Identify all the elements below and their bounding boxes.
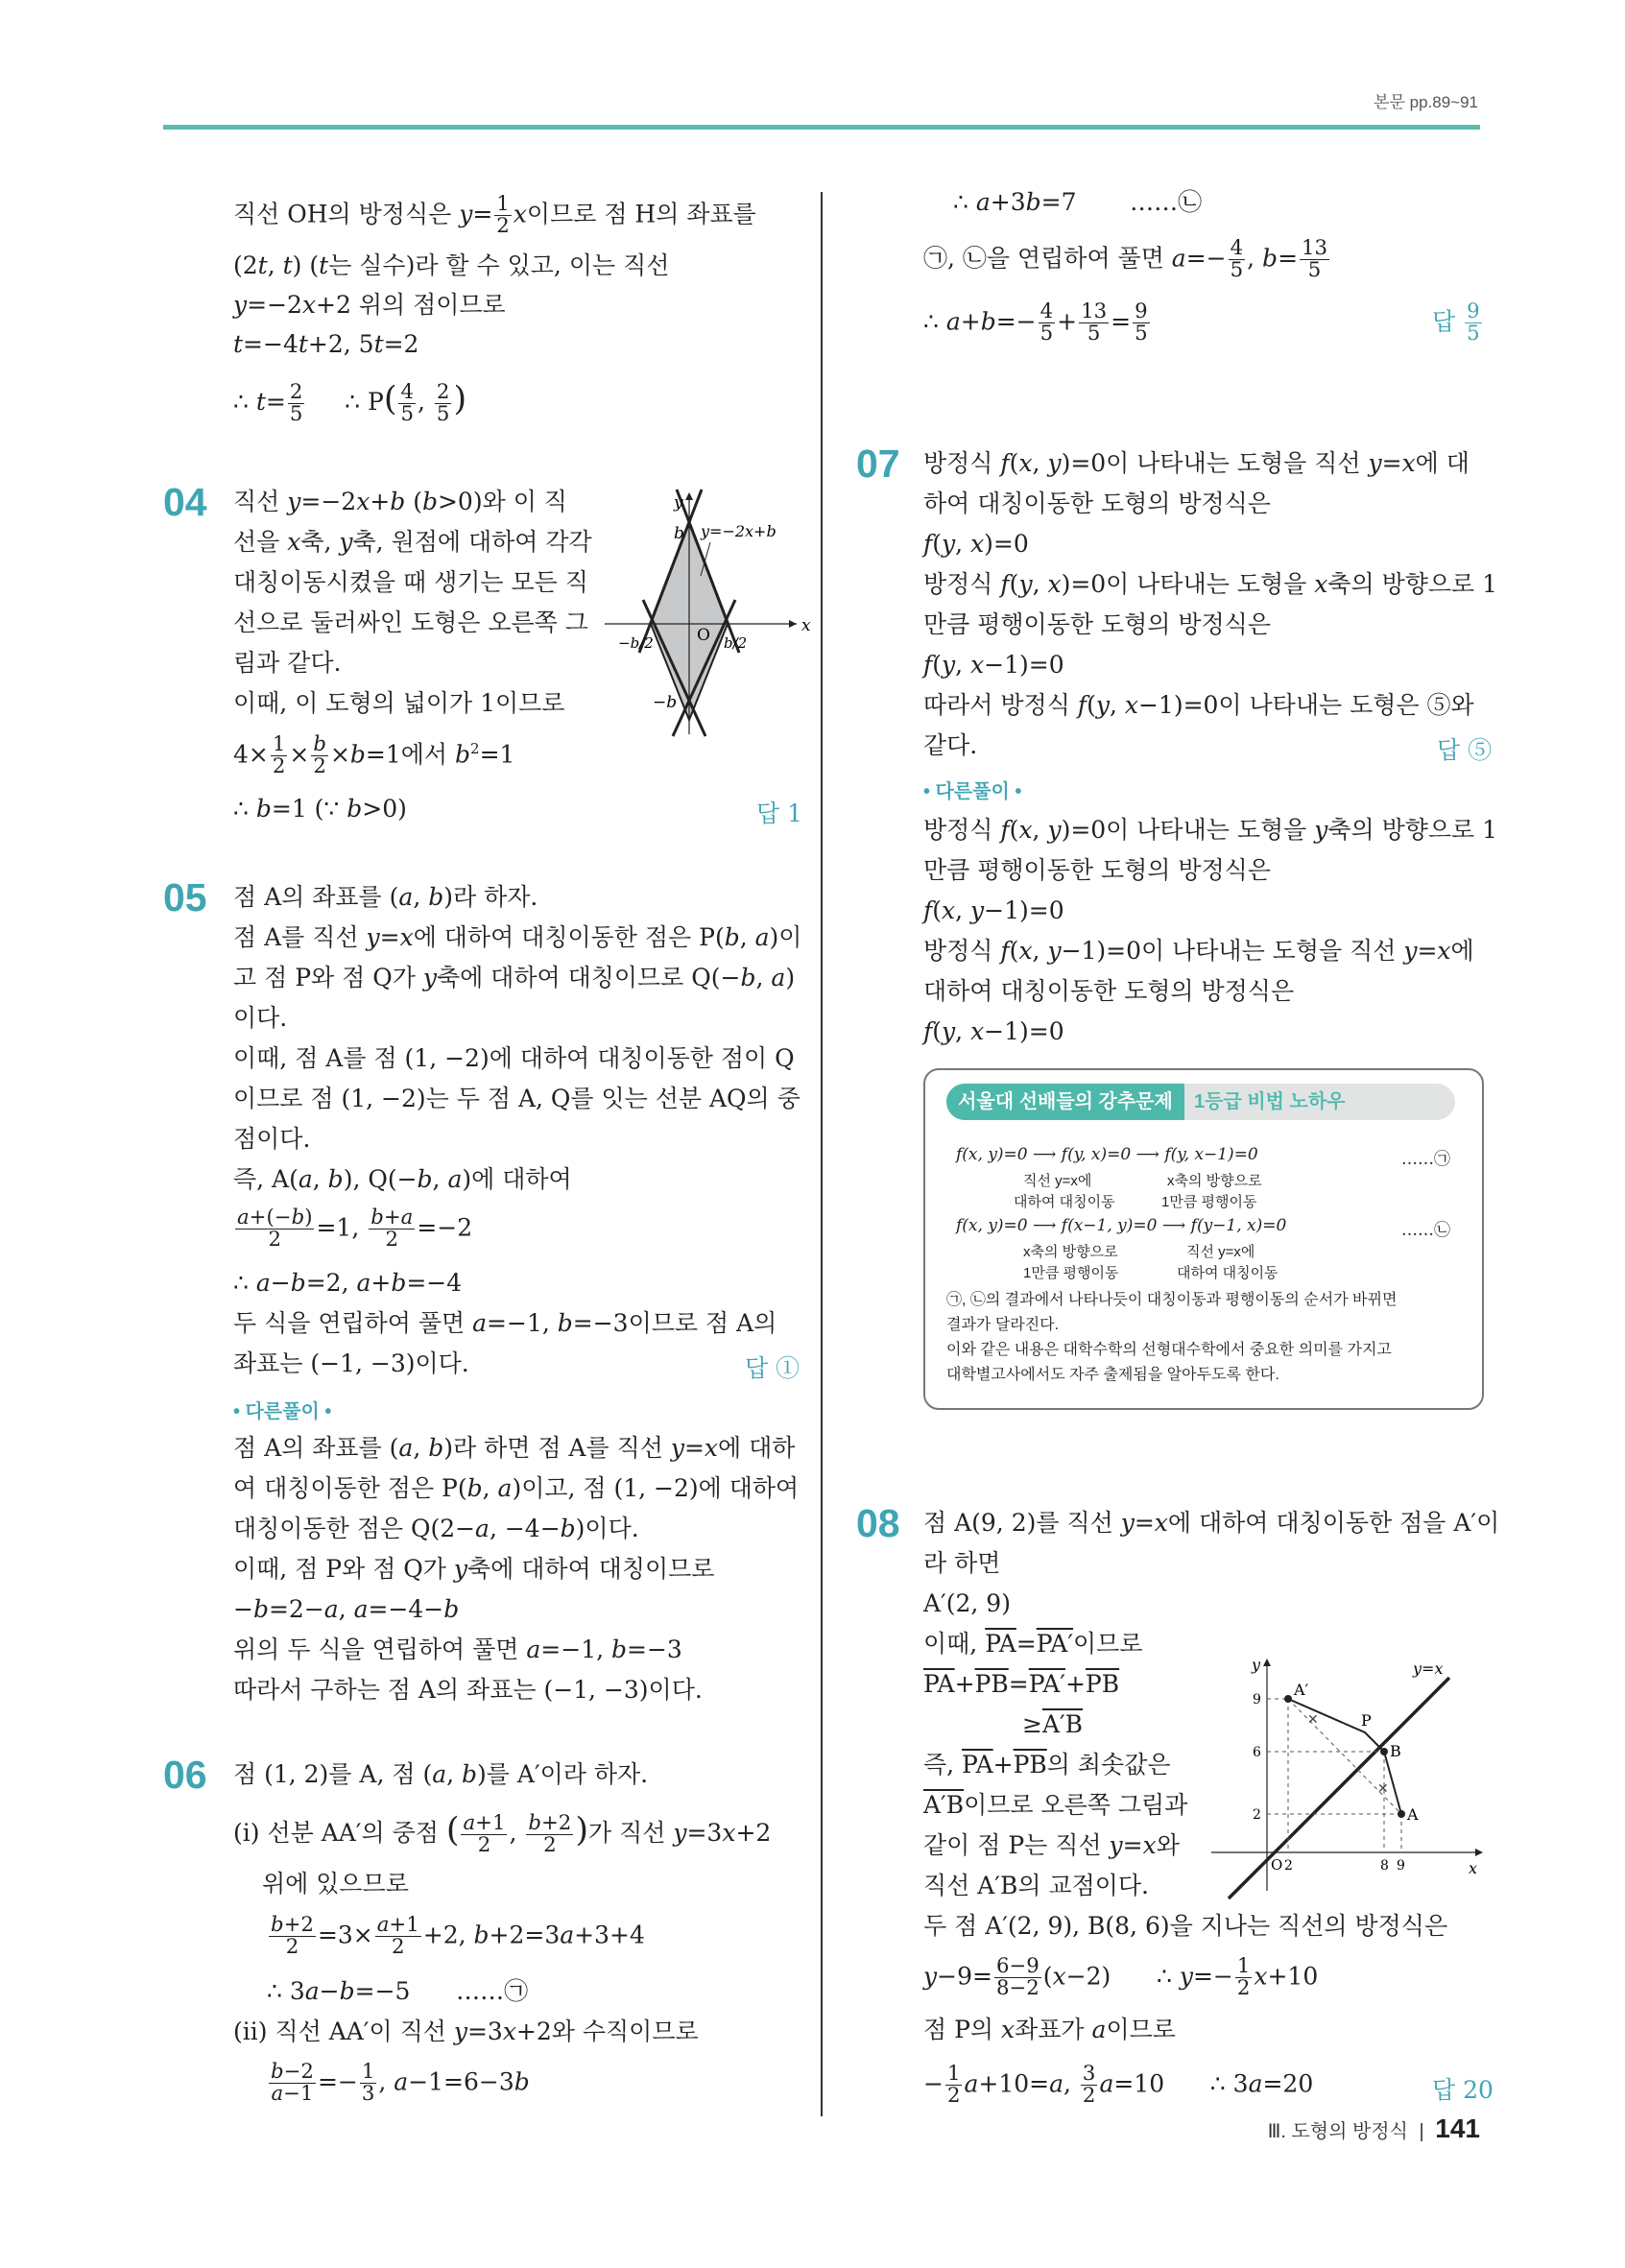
line-y-eq-x bbox=[1229, 1678, 1449, 1898]
svg-text:8: 8 bbox=[1380, 1858, 1389, 1874]
figure-04-rhombus bbox=[605, 485, 811, 739]
svg-text:9: 9 bbox=[1397, 1858, 1405, 1874]
tip-box bbox=[923, 1068, 1484, 1410]
tip-row-2: f(x, y)=0 ⟶ f(x−1, y)=0 ⟶ f(y−1, x)=0 bbox=[956, 1216, 1287, 1235]
figure-08-graph bbox=[1200, 1651, 1488, 1900]
tip-row-1-sub2b: 1만큼 평행이동 bbox=[1161, 1194, 1257, 1210]
alt-solution-label-05: • 다른풀이 • bbox=[233, 1401, 332, 1422]
svg-text:−b/2: −b/2 bbox=[618, 634, 654, 652]
problem-number-08: 08 bbox=[856, 1501, 900, 1545]
tip-row-1: f(x, y)=0 ⟶ f(y, x)=0 ⟶ f(y, x−1)=0 bbox=[956, 1145, 1258, 1164]
svg-text:x: x bbox=[801, 616, 811, 635]
tip-row-2-sub1a: x축의 방향으로 bbox=[1023, 1244, 1118, 1260]
footer-chapter: Ⅲ. 도형의 방정식 bbox=[1267, 2121, 1408, 2142]
answer-07: 답 ⑤ bbox=[1437, 736, 1493, 764]
svg-text:−b: −b bbox=[653, 693, 678, 712]
svg-text:9: 9 bbox=[1253, 1692, 1261, 1707]
problem-number-07: 07 bbox=[856, 442, 900, 486]
svg-text:A: A bbox=[1407, 1805, 1419, 1824]
svg-text:x: x bbox=[1469, 1859, 1478, 1877]
svg-text:6: 6 bbox=[1253, 1745, 1261, 1760]
svg-text:P: P bbox=[1361, 1711, 1372, 1730]
tip-row-2-sub2b: 대하여 대칭이동 bbox=[1177, 1265, 1278, 1281]
tip-row-1-sub2a: x축의 방향으로 bbox=[1167, 1173, 1262, 1189]
svg-text:A′: A′ bbox=[1294, 1681, 1309, 1699]
svg-text:2: 2 bbox=[1284, 1858, 1293, 1874]
tip-note-1: ㉠, ㉡의 결과에서 나타나듯이 대칭이동과 평행이동의 순서가 바뀌면 bbox=[946, 1292, 1398, 1308]
tip-note-2: 결과가 달라진다. bbox=[946, 1317, 1060, 1333]
svg-text:y=x: y=x bbox=[1413, 1659, 1444, 1678]
tip-box-title: 서울대 선배들의 강추문제 bbox=[946, 1084, 1184, 1120]
svg-text:O: O bbox=[1271, 1856, 1283, 1874]
problem-number-05: 05 bbox=[163, 875, 207, 919]
answer-05: 답 ① bbox=[745, 1354, 801, 1382]
tip-box-tab bbox=[946, 1084, 1455, 1120]
answer-08: 답 20 bbox=[1432, 2076, 1494, 2104]
svg-text:✕: ✕ bbox=[1377, 1781, 1389, 1797]
tip-row-1-mark: ……㉠ bbox=[1401, 1150, 1450, 1169]
problem-number-04: 04 bbox=[163, 480, 207, 524]
page-reference: 본문 pp.89~91 bbox=[1374, 93, 1478, 111]
header-rule bbox=[163, 125, 1480, 130]
svg-text:b/2: b/2 bbox=[724, 634, 748, 652]
answer-06: 답 $\frac{9}{5}$ bbox=[1432, 299, 1480, 346]
column-divider bbox=[821, 192, 823, 2116]
svg-text:2: 2 bbox=[1253, 1807, 1261, 1823]
svg-text:y: y bbox=[674, 493, 683, 513]
problem-number-06: 06 bbox=[163, 1753, 207, 1797]
tip-row-1-sub1a: 직선 y=x에 bbox=[1023, 1173, 1092, 1189]
svg-text:b: b bbox=[674, 524, 684, 543]
tip-row-2-sub2a: 직선 y=x에 bbox=[1186, 1244, 1255, 1260]
tip-box-subtitle: 1등급 비법 노하우 bbox=[1194, 1091, 1346, 1112]
page-number: 141 bbox=[1435, 2113, 1480, 2143]
svg-text:✕: ✕ bbox=[1307, 1712, 1319, 1728]
tip-row-1-sub1b: 대하여 대칭이동 bbox=[1014, 1194, 1115, 1210]
tip-note-4: 대학별고사에서도 자주 출제됨을 알아두도록 한다. bbox=[946, 1367, 1279, 1383]
tip-row-2-mark: ……㉡ bbox=[1401, 1221, 1450, 1240]
alt-solution-label-07: • 다른풀이 • bbox=[923, 781, 1022, 802]
tip-note-3: 이와 같은 내용은 대학수학의 선형대수학에서 중요한 의미를 가지고 bbox=[946, 1342, 1392, 1358]
answer-04: 답 1 bbox=[756, 800, 803, 827]
svg-text:y=−2x+b: y=−2x+b bbox=[701, 522, 777, 540]
page-footer: Ⅲ. 도형의 방정식 | 141 bbox=[1267, 2113, 1480, 2143]
svg-text:y: y bbox=[1252, 1656, 1261, 1674]
tip-row-2-sub1b: 1만큼 평행이동 bbox=[1023, 1265, 1119, 1281]
svg-text:B: B bbox=[1390, 1742, 1401, 1760]
svg-text:O: O bbox=[697, 626, 710, 645]
